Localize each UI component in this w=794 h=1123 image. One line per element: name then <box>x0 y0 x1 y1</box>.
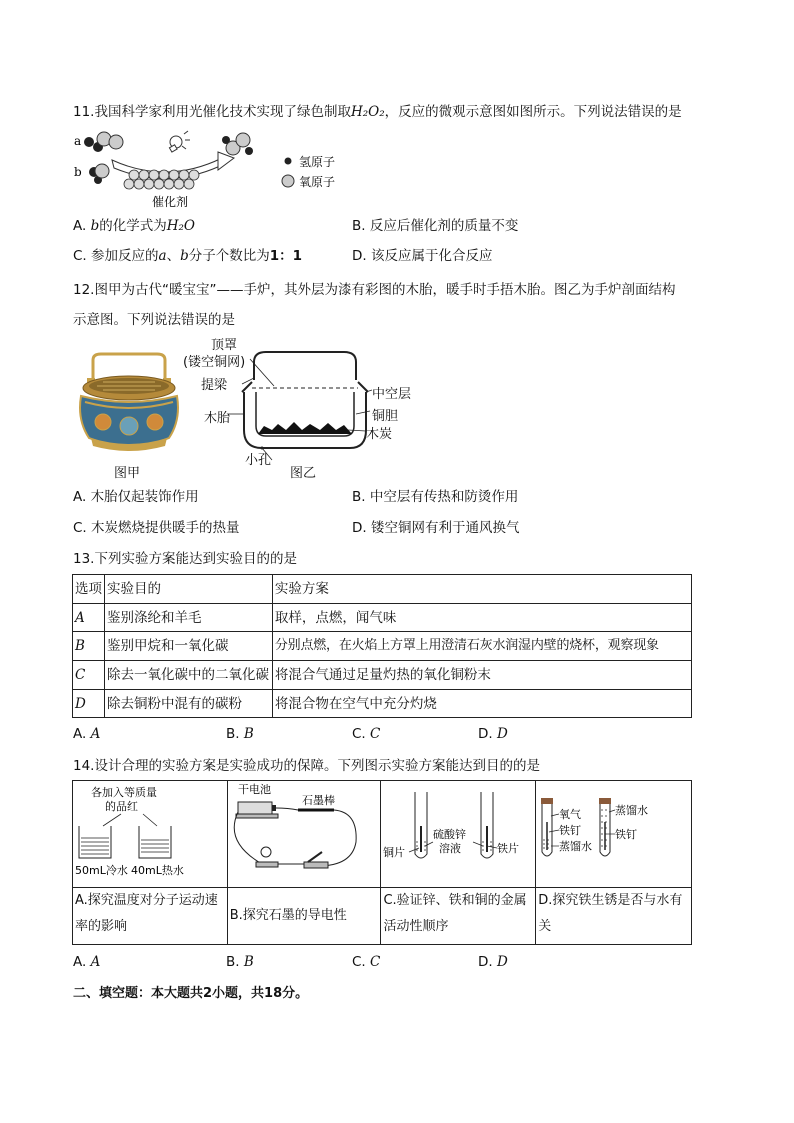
row-plan: 取样，点燃，闻气味 <box>272 604 691 632</box>
q11-legend-h: 氢原子 <box>299 155 336 169</box>
svg-text:氧气: 氧气 <box>559 808 581 821</box>
svg-text:50mL冷水: 50mL冷水 <box>75 864 128 877</box>
q14-answer-b: B. B <box>226 954 254 970</box>
q11-option-c: C. 参加反应的a、b分子个数比为1：1 <box>73 248 303 264</box>
table-row <box>73 690 692 718</box>
q14-stem: 14.设计合理的实验方案是实验成功的保障。下列图示实验方案能达到目的的是 <box>73 758 540 774</box>
q14-caption-b: B.探究石墨的导电性 <box>227 888 381 945</box>
svg-text:铁片: 铁片 <box>497 842 519 855</box>
row-purpose: 鉴别涤纶和羊毛 <box>105 604 273 632</box>
iron-rust-test-tubes <box>537 782 689 886</box>
q14-caption-d: D.探究铁生锈是否与水有 关 <box>536 888 692 945</box>
row-plan: 将混合物在空气中充分灼烧 <box>272 690 691 718</box>
svg-text:铁钉: 铁钉 <box>559 824 581 837</box>
header-purpose: 实验目的 <box>105 575 273 604</box>
q11-option-d: D. 该反应属于化合反应 <box>352 248 493 264</box>
row-purpose: 除去一氧化碳中的二氧化碳 <box>105 661 273 690</box>
q14-caption-row <box>73 888 692 945</box>
q11-reaction-diagram <box>72 130 352 212</box>
svg-text:干电池: 干电池 <box>238 783 271 796</box>
q13-stem: 13.下列实验方案能达到实验目的的是 <box>73 551 297 567</box>
svg-text:硫酸锌: 硫酸锌 <box>433 828 466 841</box>
q12-option-d: D. 镂空铜网有利于通风换气 <box>352 520 520 536</box>
label-handle: 提梁 <box>201 378 228 393</box>
label-top-cover-detail: (镂空铜网) <box>183 355 246 370</box>
q13-table <box>72 574 692 718</box>
q12-stem-line1: 12.图甲为古代“暖宝宝”——手炉，其外层为漆有彩图的木胎，暖手时手捂木胎。图乙为手炉剖面结构 <box>73 282 676 298</box>
q13-answer-a: A. A <box>73 726 101 742</box>
q11-option-a: A. b的化学式为H₂O <box>73 218 196 234</box>
row-purpose: 除去铜粉中混有的碳粉 <box>105 690 273 718</box>
row-plan: 将混合气通过足量灼热的氧化铜粉末 <box>272 661 691 690</box>
label-top-cover: 顶罩 <box>211 338 238 353</box>
header-plan: 实验方案 <box>272 575 691 604</box>
label-wood-body: 木胎 <box>204 411 231 426</box>
q11-catalyst-label: 催化剂 <box>152 195 189 209</box>
label-small-hole: 小孔 <box>245 453 272 468</box>
graphite-circuit-diagram <box>228 782 380 886</box>
section-2-title: 二、填空题：本大题共2小题，共18分。 <box>73 986 309 1001</box>
metal-activity-test-tubes <box>383 782 535 886</box>
row-key: B <box>73 632 105 661</box>
row-key: A <box>73 604 105 632</box>
label-fig-b: 图乙 <box>290 466 317 481</box>
q11-label-b: b <box>74 165 82 179</box>
svg-text:石墨棒: 石墨棒 <box>302 794 335 807</box>
q14-answer-a: A. A <box>73 954 101 970</box>
q12-stem-line2: 示意图。下列说法错误的是 <box>73 312 235 328</box>
hand-warmer-photo <box>73 350 185 456</box>
header-option: 选项 <box>73 575 105 604</box>
q12-option-c: C. 木炭燃烧提供暖手的热量 <box>73 520 240 536</box>
q12-option-b: B. 中空层有传热和防烫作用 <box>352 489 519 505</box>
table-row <box>73 661 692 690</box>
label-hollow-layer: 中空层 <box>372 387 412 402</box>
q11-legend-o: 氧原子 <box>299 175 336 189</box>
row-key: C <box>73 661 105 690</box>
q11-option-b: B. 反应后催化剂的质量不变 <box>352 218 519 234</box>
q14-answer-d: D. D <box>478 954 508 970</box>
svg-text:溶液: 溶液 <box>439 842 461 855</box>
svg-text:40mL热水: 40mL热水 <box>131 864 184 877</box>
q12-option-a: A. 木胎仅起装饰作用 <box>73 489 199 505</box>
table-row <box>73 632 692 661</box>
table-header-row <box>73 575 692 604</box>
label-fig-a: 图甲 <box>114 466 141 481</box>
svg-text:铁钉: 铁钉 <box>615 828 637 841</box>
table-row <box>73 604 692 632</box>
row-purpose: 鉴别甲烷和一氧化碳 <box>105 632 273 661</box>
label-charcoal: 木炭 <box>366 427 393 442</box>
svg-text:蒸馏水: 蒸馏水 <box>559 840 592 853</box>
label-copper-liner: 铜胆 <box>372 409 399 424</box>
row-plan: 分别点燃，在火焰上方罩上用澄清石灰水润湿内壁的烧杯，观察现象 <box>272 632 691 661</box>
svg-text:各加入等质量: 各加入等质量 <box>91 786 157 799</box>
q13-answer-b: B. B <box>226 726 254 742</box>
q14-caption-c: C.验证锌、铁和铜的金属 活动性顺序 <box>381 888 536 945</box>
q13-answer-d: D. D <box>478 726 508 742</box>
svg-text:蒸馏水: 蒸馏水 <box>615 804 648 817</box>
q14-answer-c: C. C <box>352 954 381 970</box>
q13-answer-c: C. C <box>352 726 381 742</box>
beakers-diagram <box>73 782 225 886</box>
q11-stem: 11.我国科学家利用光催化技术实现了绿色制取H₂O₂，反应的微观示意图如图所示。下列说法错误的是 <box>73 104 682 120</box>
q14-caption-a: A.探究温度对分子运动速 率的影响 <box>73 888 228 945</box>
row-key: D <box>73 690 105 718</box>
svg-text:的品红: 的品红 <box>105 800 138 813</box>
svg-text:铜片: 铜片 <box>383 846 405 859</box>
q11-label-a: a <box>74 134 82 148</box>
